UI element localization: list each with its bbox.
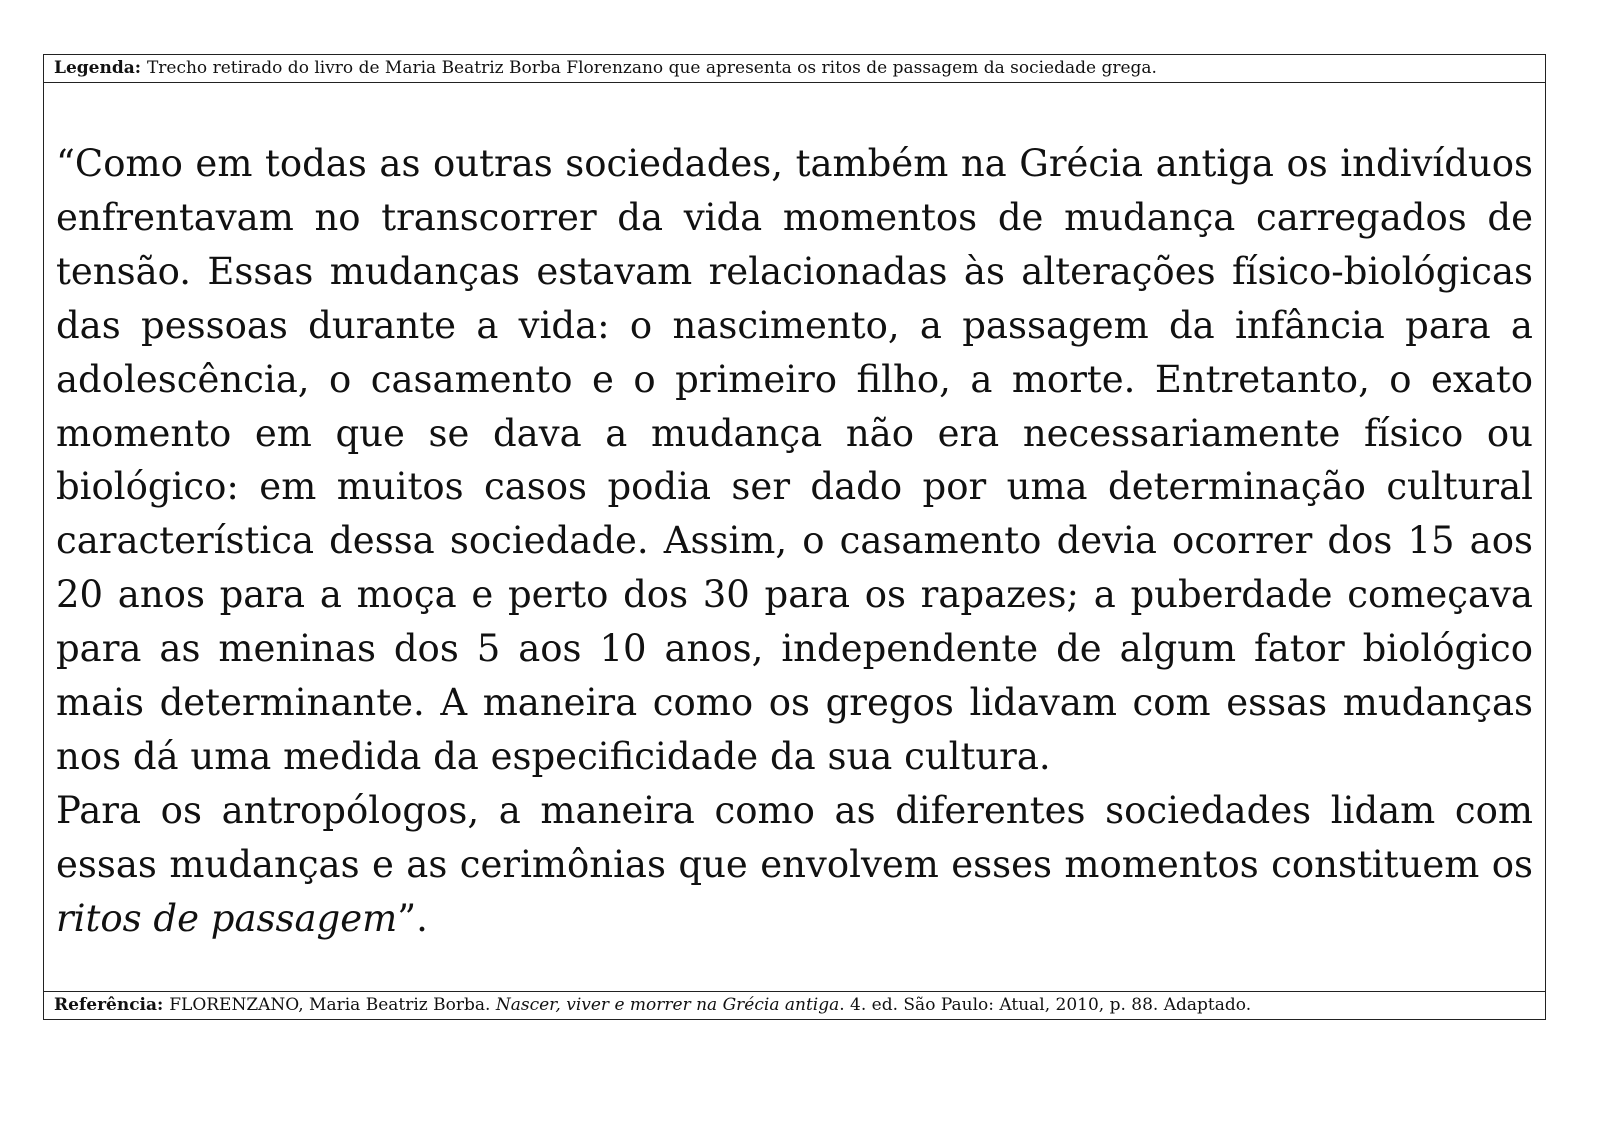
- document-frame: [43, 54, 1546, 1020]
- quote-text: [56, 137, 1533, 946]
- quote-paragraph-2: [56, 784, 1533, 946]
- legend-label: Legenda:: [54, 58, 147, 78]
- quote-paragraph-2-start: Para os antropólogos, a maneira como as diferentes sociedades lidam com essas mudanças e as cerimônias que envolvem esses momentos constituem os: [56, 788, 1533, 886]
- legend-row: [44, 55, 1545, 83]
- quote-paragraph-1: “Como em todas as outras sociedades, também na Grécia antiga os indivíduos enfrentavam no transcorrer da vida momentos de mudança carregados de tensão. Essas mudanças estavam relacionadas às alterações físico-biológicas das pessoas durante a vida: o nascimento, a passagem da infância para a adolescência, o casamento e o primeiro filho, a morte. Entretanto, o exato momento em que se dava a mudança não era necessariamente físico ou biológico: em muitos casos podia ser dado por uma determinação cultural característica dessa sociedade. Assim, o casamento devia ocorrer dos 15 aos 20 anos para a moça e perto dos 30 para os rapazes; a puberdade começava para as meninas dos 5 aos 10 anos, independente de algum fator biológico mais determinante. A maneira como os gregos lidavam com essas mudanças nos dá uma medida da especificidade da sua cultura.: [56, 142, 1533, 778]
- reference-author: FLORENZANO, Maria Beatriz Borba.: [169, 995, 496, 1015]
- reference-label: Referência:: [54, 995, 170, 1015]
- reference-details: . 4. ed. São Paulo: Atual, 2010, p. 88. Adaptado.: [839, 995, 1252, 1015]
- quote-paragraph-2-end: ”.: [397, 896, 428, 940]
- legend-text: Trecho retirado do livro de Maria Beatriz Borba Florenzano que apresenta os ritos de passagem da sociedade grega.: [146, 58, 1157, 78]
- quote-italic-term: ritos de passagem: [56, 896, 398, 940]
- reference-title: Nascer, viver e morrer na Grécia antiga: [495, 995, 840, 1015]
- reference-row: [44, 991, 1545, 1019]
